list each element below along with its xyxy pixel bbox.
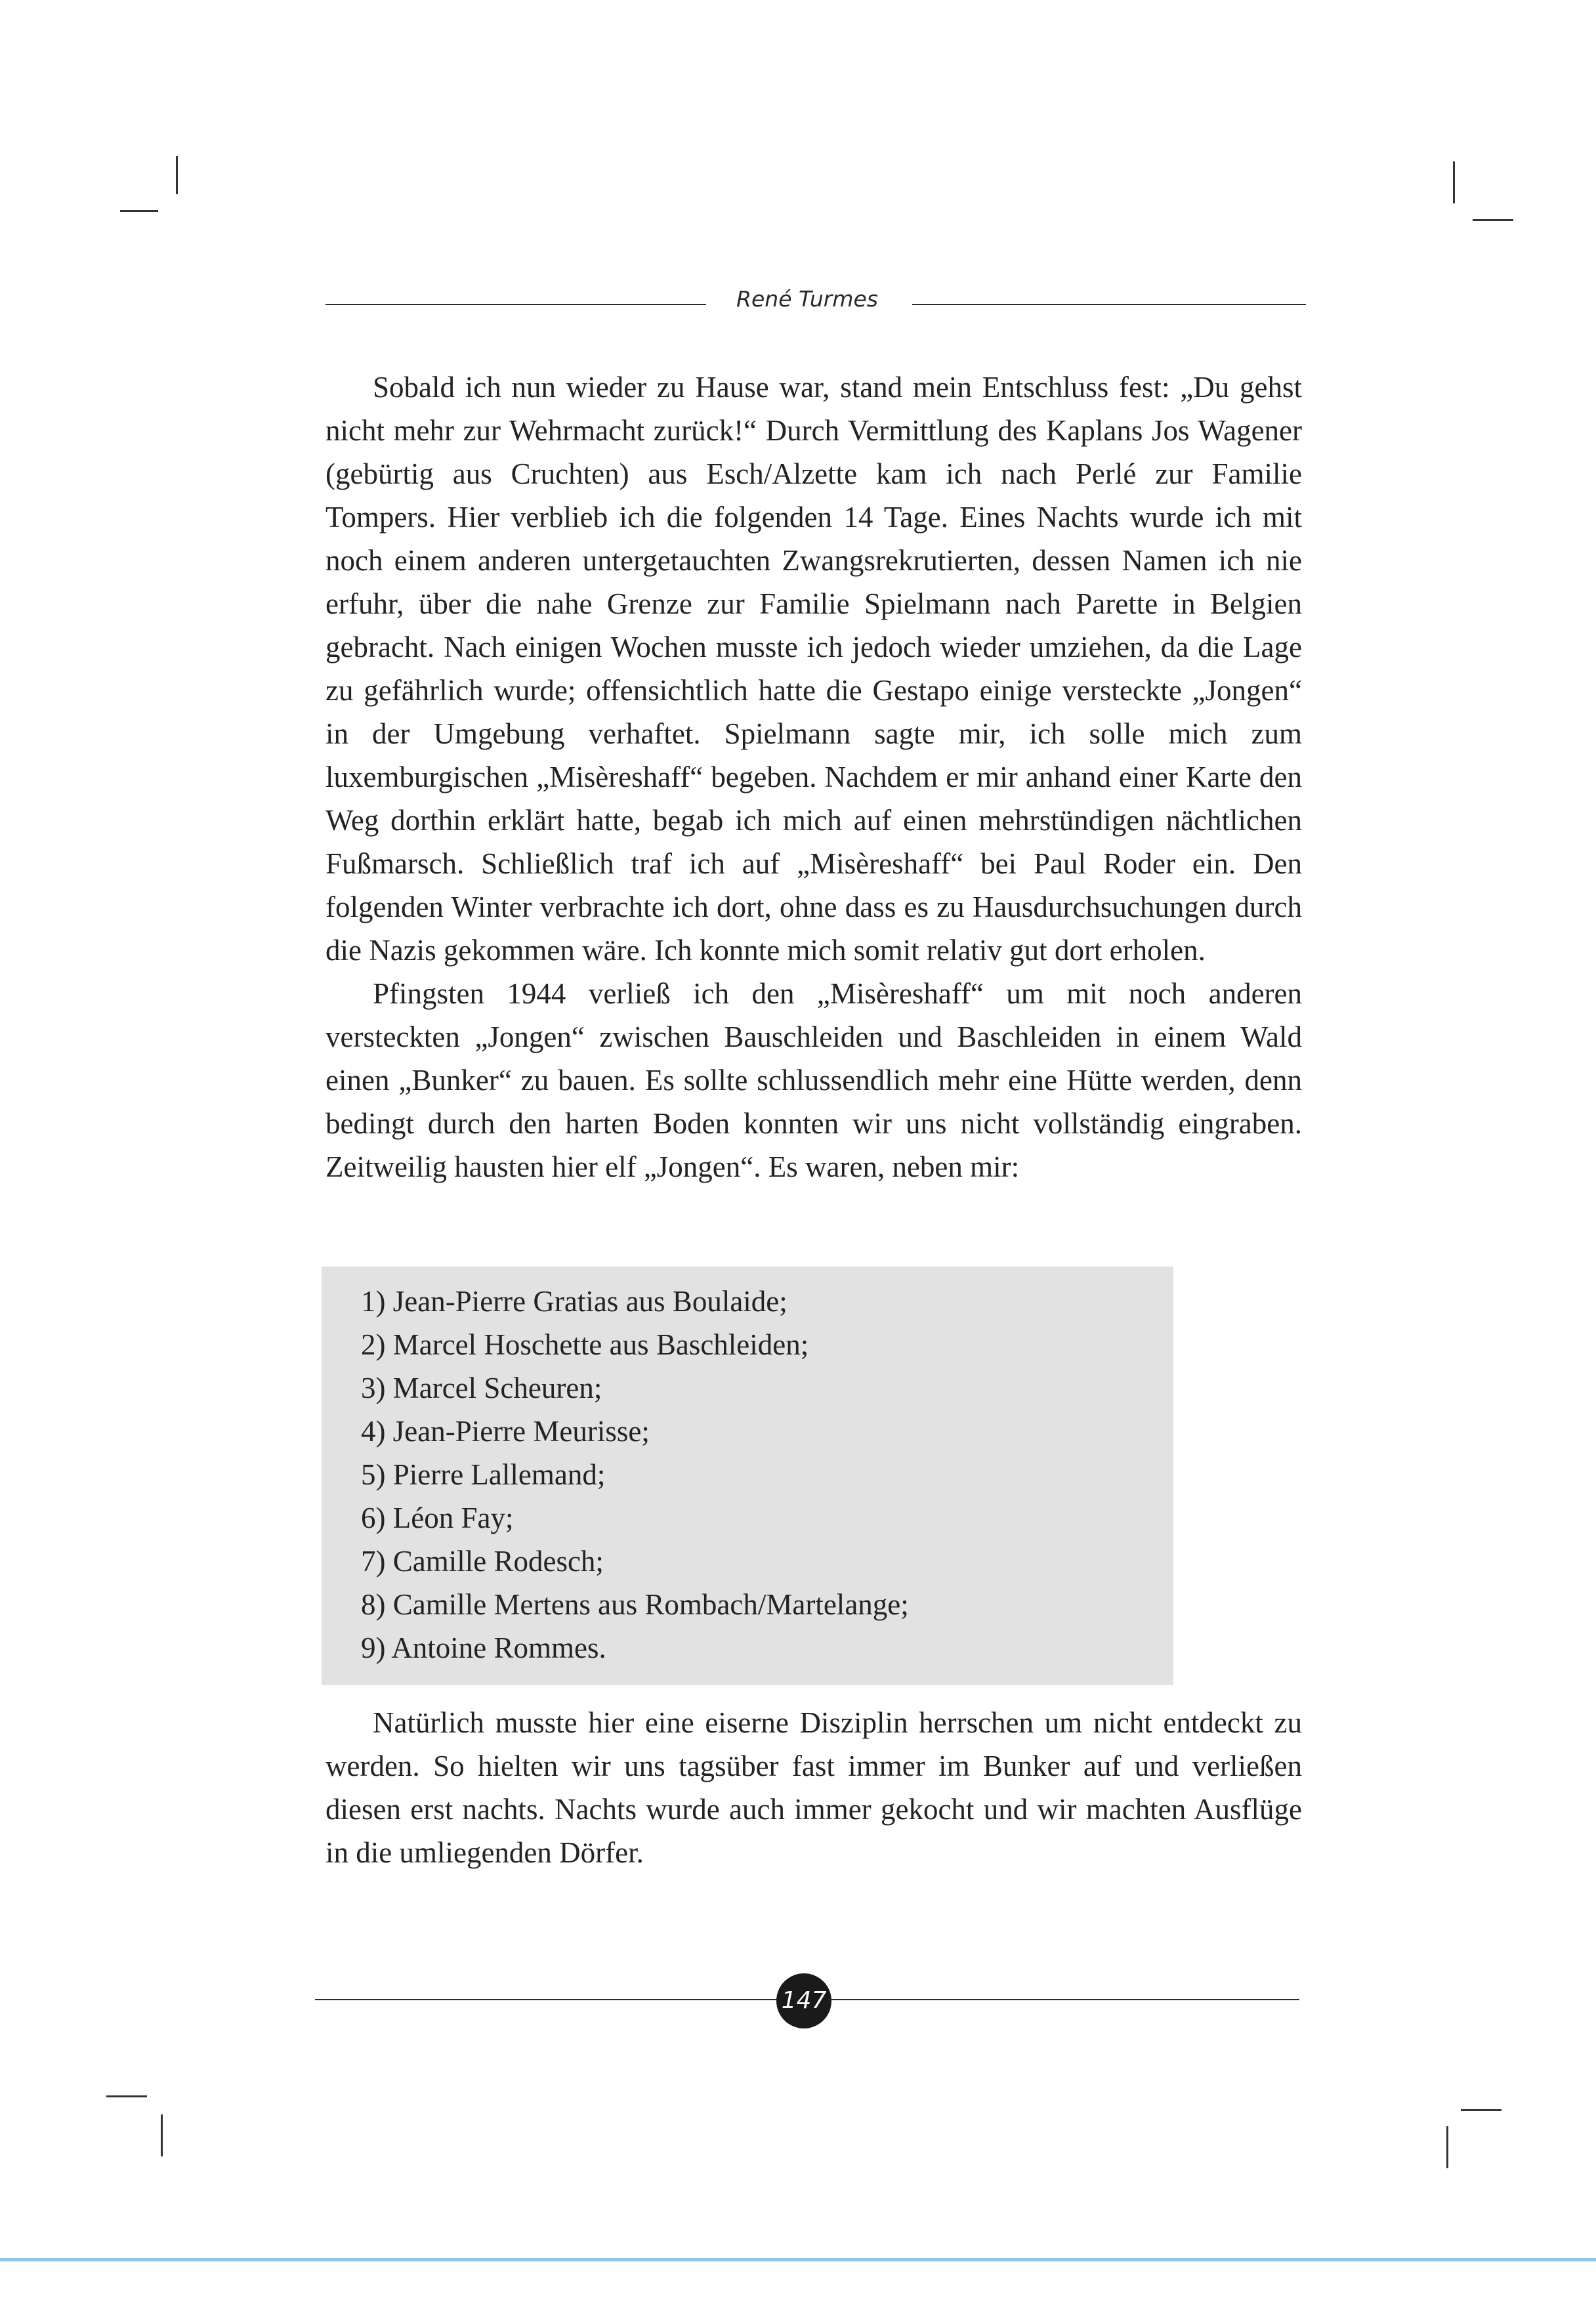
body-text-bottom [326, 1701, 1302, 1874]
crop-mark-top-left-vertical [176, 156, 178, 194]
list-item: 1) Jean-Pierre Gratias aus Boulaide; [361, 1285, 788, 1318]
list-item: 3) Marcel Scheuren; [361, 1372, 602, 1404]
paragraph: Sobald ich nun wieder zu Hause war, stand mein Entschluss fest: „Du gehst nicht mehr zur Wehrmacht zurück!“ Durch Vermittlung des Kaplans Jos Wagener (gebürtig aus Cruchten) aus Esch/Alzette kam ich nach Perlé zur Familie Tompers. Hier verblieb ich die folgenden 14 Tage. Eines Nachts wurde ich mit noch einem anderen untergetauchten Zwangsrekrutierten, dessen Namen ich nie erfuhr, über die nahe Grenze zur Familie Spielmann nach Parette in Belgien gebracht. Nach einigen Wochen musste ich jedoch wieder umziehen, da die Lage zu gefährlich wurde; offensichtlich hatte die Gestapo einige versteckte „Jongen“ in der Umgebung verhaftet. Spielmann sagte mir, ich solle mich zum luxemburgischen „Misèreshaff“ begeben. Nachdem er mir anhand einer Karte den Weg dorthin erklärt hatte, begab ich mich auf einen mehrstündigen nächtlichen Fußmarsch. Schließlich traf ich auf „Misèreshaff“ bei Paul Roder ein. Den folgenden Winter verbrachte ich dort, ohne dass es zu Hausdurchsuchungen durch die Nazis gekommen wäre. Ich konnte mich somit relativ gut dort erholen. [326, 371, 1302, 967]
name-list-box [322, 1267, 1173, 1685]
list-item: 4) Jean-Pierre Meurisse; [361, 1415, 650, 1448]
bottom-accent-rule [0, 2258, 1596, 2261]
footer-rule-right [828, 1999, 1299, 2000]
header-rule-left [326, 304, 706, 305]
crop-mark-top-right-vertical [1453, 161, 1455, 203]
name-list [322, 1267, 1173, 1670]
crop-mark-bottom-left-horizontal [106, 2095, 147, 2097]
paragraph: Pfingsten 1944 verließ ich den „Misèreshaff“ um mit noch anderen versteckten „Jongen“ zwischen Bauschleiden und Baschleiden in einem Wald einen „Bunker“ zu bauen. Es sollte schlussendlich mehr eine Hütte werden, denn bedingt durch den harten Boden konnten wir uns nicht vollständig eingraben. Zeitweilig hausten hier elf „Jongen“. Es waren, neben mir: [326, 977, 1302, 1183]
paragraph: Natürlich musste hier eine eiserne Disziplin herrschen um nicht entdeckt zu werden. So hielten wir uns tagsüber fast immer im Bunker auf und verließen diesen erst nachts. Nachts wurde auch immer gekocht und wir machten Ausflüge in die umliegenden Dörfer. [326, 1706, 1302, 1869]
footer-rule-left [315, 1999, 781, 2000]
body-text-top [326, 366, 1302, 1188]
list-item: 8) Camille Mertens aus Rombach/Martelange; [361, 1588, 909, 1621]
crop-mark-bottom-left-vertical [161, 2114, 163, 2156]
page-number-badge: 147 [776, 1973, 831, 2028]
crop-mark-top-left-horizontal [120, 210, 158, 212]
list-item: 2) Marcel Hoschette aus Baschleiden; [361, 1328, 809, 1361]
list-item: 9) Antoine Rommes. [361, 1631, 606, 1664]
list-item: 5) Pierre Lallemand; [361, 1458, 606, 1491]
header-rule-right [912, 304, 1306, 305]
crop-mark-top-right-horizontal [1473, 219, 1513, 221]
crop-mark-bottom-right-vertical [1446, 2126, 1448, 2168]
list-item: 6) Léon Fay; [361, 1502, 514, 1534]
crop-mark-bottom-right-horizontal [1461, 2109, 1502, 2111]
list-item: 7) Camille Rodesch; [361, 1545, 604, 1578]
running-head: René Turmes [736, 286, 878, 312]
